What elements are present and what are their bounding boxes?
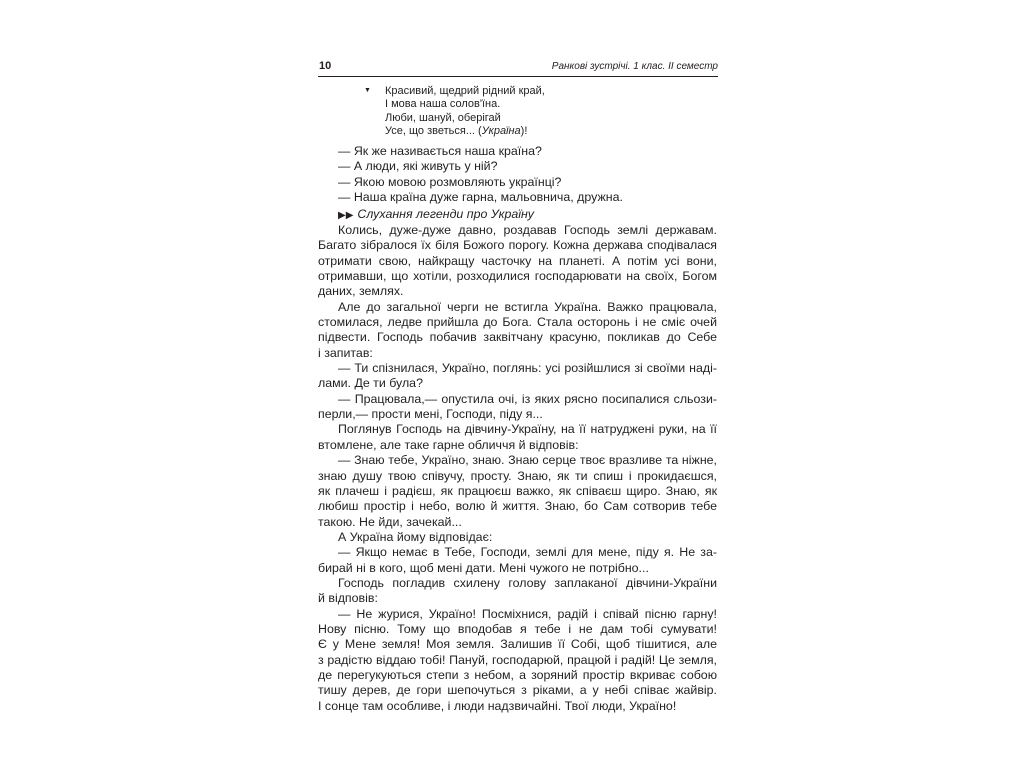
page-header: [318, 58, 718, 77]
question-line: — А люди, які живуть у ній?: [338, 159, 498, 174]
text-line: Багато зібралося їх біля Божого порогу. Кожна держава сподівалася: [318, 238, 717, 253]
poem-block: [364, 85, 545, 138]
text-line: отримавши, що хотіли, розходилися господарювати на своїх, Богом: [318, 269, 717, 284]
poem-line: І мова наша солов'їна.: [385, 98, 501, 111]
text-line: з радістю віддаю тобі! Пануй, господарюй, працюй і радій! Це земля,: [318, 652, 717, 667]
text-line: підвести. Господь побачив заквітчану красуню, покликав до Себе: [318, 330, 717, 345]
legend-text: [318, 223, 717, 714]
text-line: й відповів:: [318, 591, 378, 606]
text-line: Господь погладив схилену голову заплаканої дівчини-України: [338, 575, 717, 590]
poem-line: [385, 125, 545, 138]
text-line: даних, землях.: [318, 284, 404, 299]
text-line: Поглянув Господь на дівчину-Україну, на її натруджені руки, на її: [338, 422, 717, 437]
double-arrow-icon: ▶▶: [338, 210, 354, 221]
question-list: [338, 144, 623, 206]
text-line: тишу дерев, де гори шепочуться з ріками, а у небі співає жайвір.: [318, 683, 717, 698]
text-line: Нову пісню. Тому що вподобав я тебе і не дам тобі сумувати!: [318, 621, 717, 636]
text-line: перли,— прости мені, Господи, піду я...: [318, 407, 543, 422]
question-line: — Як же називається наша країна?: [338, 144, 542, 158]
poem-answer: Україна: [481, 124, 521, 137]
text-line: любиш простір і небо, волю й життя. Знаю, бо Сам сотворив тебе: [318, 499, 717, 514]
text-line: знаю душу твою співучу, просту. Знаю, як ти спиш і прокидаєшся,: [318, 468, 717, 483]
book-page: [318, 56, 718, 716]
poem-text: Усе, що зветься... (: [385, 124, 482, 137]
text-line: Є у Мене земля! Моя земля. Залишив її Собі, щоб тішитися, але: [318, 637, 717, 652]
text-line: втомлене, але таке гарне обличчя й відповів:: [318, 437, 579, 452]
running-title: Ранкові зустрічі. 1 клас. ІІ семестр: [551, 61, 718, 72]
text-line: де перегукуються степи з небом, а зоряний простір вкриває собою: [318, 667, 717, 682]
text-line: бирай ні в кого, щоб мені дати. Мені чужого не потрібно...: [318, 560, 649, 575]
text-line: А Україна йому відповідає:: [338, 529, 493, 544]
triangle-bullet-icon: ▼: [364, 87, 371, 94]
text-line: — Якщо немає в Тебе, Господи, землі для мене, піду я. Не за-: [338, 545, 717, 560]
page-number: 10: [319, 60, 332, 72]
text-line: стомилася, ледве прийшла до Бога. Стала осторонь і не сміє очей: [318, 315, 717, 330]
text-line: — Ти спізнилася, Україно, поглянь: усі розійшлися зі своїми наді-: [338, 361, 717, 376]
text-line: — Працювала,— опустила очі, із яких рясно посипалися сльози-: [338, 391, 717, 406]
poem-line: Красивий, щедрий рідний край,: [385, 85, 545, 97]
text-line: І сонце там особливе, і люди надзвичайні. Твої люди, Україно!: [318, 698, 677, 713]
text-line: такою. Не йди, зачекай...: [318, 514, 462, 529]
question-line: — Якою мовою розмовляють українці?: [338, 174, 562, 189]
poem-text: )!: [520, 124, 528, 137]
text-line: — Знаю тебе, Україно, знаю. Знаю серце твоє вразливе та ніжне,: [338, 453, 717, 468]
text-line: отримати свою, найкращу часточку на планеті. А потім усі вони,: [318, 253, 717, 268]
text-line: лами. Де ти була?: [318, 376, 423, 391]
section-heading: [338, 207, 534, 221]
question-line: — Наша країна дуже гарна, мальовнича, дружна.: [338, 190, 623, 205]
text-line: — Не журися, Україно! Посміхнися, радій і співай пісню гарну!: [338, 606, 717, 621]
poem-line: Люби, шануй, оберігай: [385, 111, 501, 124]
text-line: Колись, дуже-дуже давно, роздавав Господь землі державам.: [338, 223, 717, 237]
text-line: Але до загальної черги не встигла Україна. Важко працювала,: [338, 299, 717, 314]
text-line: як плачеш і радієш, як працюєш важко, як співаєш щиро. Знаю, як: [318, 483, 717, 498]
section-title: Слухання легенди про Україну: [357, 207, 534, 221]
text-line: і запитав:: [318, 345, 373, 360]
